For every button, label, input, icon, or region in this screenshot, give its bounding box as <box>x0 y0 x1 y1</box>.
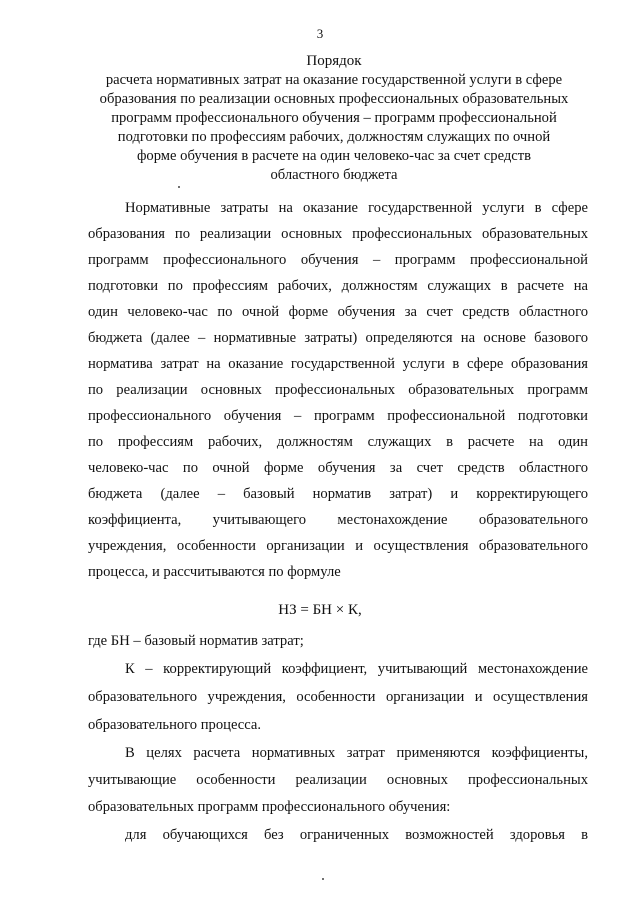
scan-speck <box>178 186 180 188</box>
paragraph-line: для обучающихся без ограниченных возможностей здоровья в <box>125 827 588 843</box>
paragraph-line: коэффициента, учитывающего местонахождение образовательного <box>88 512 588 528</box>
title-line: образования по реализации основных профессиональных образовательных <box>99 91 569 107</box>
paragraph-line: подготовки по профессиям рабочих, должностям служащих в расчете на <box>88 278 588 294</box>
paragraph-line: бюджета (далее – нормативные затраты) определяются на основе базового <box>88 330 588 346</box>
paragraph-line: программ профессионального обучения – программ профессиональной <box>88 252 588 268</box>
paragraph-coefficients <box>88 740 588 821</box>
page-number: 3 <box>316 26 324 41</box>
title-line: областного бюджета <box>270 167 398 183</box>
paragraph-line: по профессиям рабочих, должностям служащих в расчете на один <box>88 434 588 450</box>
paragraph-line: Нормативные затраты на оказание государственной услуги в сфере <box>125 200 588 216</box>
document-title <box>80 52 588 185</box>
paragraph-line: профессионального обучения – программ профессиональной подготовки <box>88 408 588 424</box>
title-heading: Порядок <box>306 53 362 69</box>
paragraph-line: по реализации основных профессиональных образовательных программ <box>88 382 588 398</box>
paragraph-line: процесса, и рассчитываются по формуле <box>88 564 341 580</box>
paragraph-k-coefficient <box>88 655 588 739</box>
title-line: расчета нормативных затрат на оказание государственной услуги в сфере <box>105 72 563 88</box>
paragraph-line: В целях расчета нормативных затрат применяются коэффициенты, <box>125 745 588 761</box>
paragraph-line: человеко-час по очной форме обучения за счет средств областного <box>88 460 588 476</box>
paragraph-normative-costs <box>88 195 588 585</box>
paragraph-students <box>88 822 588 848</box>
paragraph-line: норматива затрат на оказание государственной услуги в сфере образования <box>88 356 588 372</box>
paragraph-line: образовательного учреждения, особенности организации и осуществления <box>88 689 588 705</box>
where-line: где БН – базовый норматив затрат; <box>88 633 304 649</box>
title-line: программ профессионального обучения – программ профессиональной <box>111 110 557 126</box>
title-line: подготовки по профессиям рабочих, должностям служащих по очной <box>117 129 551 145</box>
paragraph-line: образовательного процесса. <box>88 717 262 733</box>
paragraph-line: образовательных программ профессионального обучения: <box>88 799 451 815</box>
paragraph-line: учитывающие особенности реализации основных профессиональных <box>88 772 588 788</box>
paragraph-line: учреждения, особенности организации и осуществления образовательного <box>88 538 588 554</box>
paragraph-line: один человеко-час по очной форме обучения за счет средств областного <box>88 304 588 320</box>
paragraph-line: образования по реализации основных профессиональных образовательных <box>88 226 588 242</box>
formula: НЗ = БН × К, <box>278 602 362 618</box>
paragraph-line: К – корректирующий коэффициент, учитывающий местонахождение <box>125 661 588 677</box>
paragraph-line: бюджета (далее – базовый норматив затрат) и корректирующего <box>88 486 588 502</box>
title-line: форме обучения в расчете на один человеко-час за счет средств <box>136 148 532 164</box>
scan-speck <box>322 878 324 880</box>
